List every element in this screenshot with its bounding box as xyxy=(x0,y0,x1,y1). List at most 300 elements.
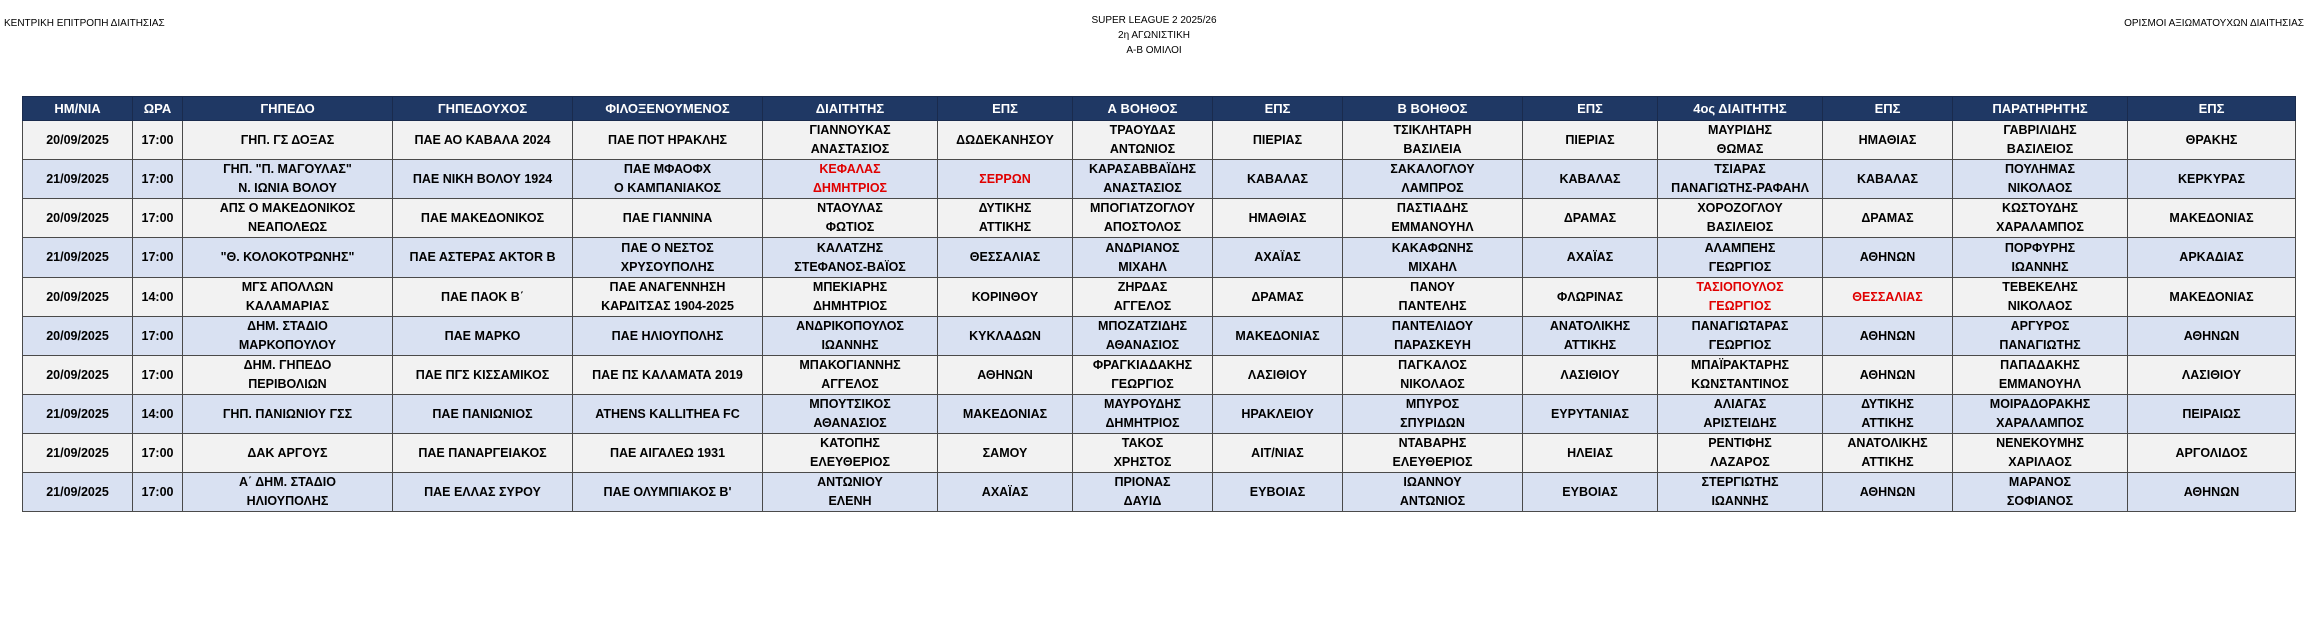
col-header-stadium: ΓΗΠΕΔΟ xyxy=(183,97,393,121)
match-date-line: 20/09/2025 xyxy=(46,289,109,304)
observer-eps-cell xyxy=(2128,434,2296,473)
referee-cell xyxy=(763,317,938,356)
observer-line: ΜΟΙΡΑΔΟΡΑΚΗΣ xyxy=(1989,397,2091,411)
assistant-b-line: ΝΤΑΒΑΡΗΣ xyxy=(1398,436,1467,450)
match-date-cell xyxy=(23,317,133,356)
home-team-line: ΠΑΕ ΠΑΟΚ Β΄ xyxy=(441,289,524,304)
fourth-official-line: ΓΕΩΡΓΙΟΣ xyxy=(1708,338,1772,352)
observer-cell xyxy=(1953,121,2128,160)
referee-eps-line: ΑΘΗΝΩΝ xyxy=(977,367,1033,382)
referee-line: ΕΛΕΝΗ xyxy=(828,494,872,508)
observer-eps-cell xyxy=(2128,160,2296,199)
table-row xyxy=(23,395,2296,434)
match-date-cell xyxy=(23,238,133,278)
assistant-a-line: ΓΕΩΡΓΙΟΣ xyxy=(1111,377,1174,391)
committee-label: ΚΕΝΤΡΙΚΗ ΕΠΙΤΡΟΠΗ ΔΙΑΙΤΗΣΙΑΣ xyxy=(4,18,165,29)
away-team-cell xyxy=(573,317,763,356)
referee-eps-cell xyxy=(938,317,1073,356)
referee-eps-line: ΑΧΑΪΑΣ xyxy=(981,484,1029,499)
match-date-line: 21/09/2025 xyxy=(46,250,109,264)
referee-eps-line: ΜΑΚΕΔΟΝΙΑΣ xyxy=(962,406,1048,421)
referee-line: ΦΩΤΙΟΣ xyxy=(825,220,875,234)
fourth-official-cell xyxy=(1658,238,1823,278)
home-team-line: ΠΑΕ ΕΛΛΑΣ ΣΥΡΟΥ xyxy=(424,484,541,499)
match-time-cell xyxy=(133,278,183,317)
col-header-assistant-b-eps: ΕΠΣ xyxy=(1523,97,1658,121)
referee-cell xyxy=(763,356,938,395)
assistant-a-eps-line: ΜΑΚΕΔΟΝΙΑΣ xyxy=(1235,328,1320,343)
home-team-line: ΠΑΕ ΜΑΚΕΔΟΝΙΚΟΣ xyxy=(420,210,545,225)
stadium-cell xyxy=(183,434,393,473)
fourth-official-line: ΣΤΕΡΓΙΩΤΗΣ xyxy=(1701,475,1779,489)
home-team-cell xyxy=(393,199,573,238)
table-row xyxy=(23,160,2296,199)
assistant-b-eps-line: ΔΡΑΜΑΣ xyxy=(1563,210,1617,225)
fourth-official-cell xyxy=(1658,356,1823,395)
assistant-b-line: ΠΑΝΤΕΛΗΣ xyxy=(1398,299,1467,313)
fourth-official-eps-line: ΑΘΗΝΩΝ xyxy=(1859,484,1916,499)
table-header-row xyxy=(23,97,2296,121)
referee-cell xyxy=(763,434,938,473)
stadium-cell xyxy=(183,278,393,317)
stadium-line: ΔΗΜ. ΓΗΠΕΔΟ xyxy=(243,358,332,372)
fourth-official-eps-cell xyxy=(1823,395,1953,434)
assistant-a-eps-cell xyxy=(1213,121,1343,160)
fourth-official-eps-line: ΑΤΤΙΚΗΣ xyxy=(1861,455,1914,469)
match-time-cell xyxy=(133,160,183,199)
observer-line: ΒΑΣΙΛΕΙΟΣ xyxy=(2006,142,2074,156)
observer-line: ΣΟΦΙΑΝΟΣ xyxy=(2006,494,2074,508)
home-team-cell xyxy=(393,317,573,356)
assistant-a-line: ΠΡΙΟΝΑΣ xyxy=(1114,475,1171,489)
assistant-b-line: ΑΝΤΩΝΙΟΣ xyxy=(1399,494,1466,508)
observer-line: ΠΟΡΦΥΡΗΣ xyxy=(2004,240,2076,255)
fourth-official-eps-cell xyxy=(1823,434,1953,473)
assistant-b-eps-line: ΑΧΑΪΑΣ xyxy=(1566,250,1614,264)
stadium-cell xyxy=(183,199,393,238)
referee-eps-cell xyxy=(938,473,1073,512)
home-team-line: ΠΑΕ ΑΟ ΚΑΒΑΛΑ 2024 xyxy=(414,132,551,147)
assistant-a-eps-cell xyxy=(1213,395,1343,434)
home-team-cell xyxy=(393,238,573,278)
assistant-a-eps-cell xyxy=(1213,238,1343,278)
assistant-b-eps-cell xyxy=(1523,434,1658,473)
fourth-official-eps-line: ΔΡΑΜΑΣ xyxy=(1861,210,1914,225)
referee-eps-cell xyxy=(938,160,1073,199)
observer-eps-line: ΛΑΣΙΘΙΟΥ xyxy=(2181,367,2242,382)
observer-eps-line: ΑΡΓΟΛΙΔΟΣ xyxy=(2175,445,2248,460)
assistant-a-cell xyxy=(1073,395,1213,434)
fourth-official-line: ΑΡΙΣΤΕΙΔΗΣ xyxy=(1703,416,1777,430)
fourth-official-eps-cell xyxy=(1823,473,1953,512)
assistant-b-eps-line: ΕΥΡΥΤΑΝΙΑΣ xyxy=(1550,406,1630,421)
assistant-b-eps-cell xyxy=(1523,160,1658,199)
match-date-line: 20/09/2025 xyxy=(46,132,109,147)
fourth-official-eps-line: ΑΘΗΝΩΝ xyxy=(1859,328,1916,343)
assistant-b-eps-line: ΗΛΕΙΑΣ xyxy=(1567,445,1613,460)
match-date-line: 21/09/2025 xyxy=(46,171,109,186)
home-team-line: ΠΑΕ ΠΑΝΙΩΝΙΟΣ xyxy=(432,406,533,421)
fourth-official-line: ΜΠΑΪΡΑΚΤΑΡΗΣ xyxy=(1690,358,1789,372)
away-team-line: ΚΑΡΔΙΤΣΑΣ 1904-2025 xyxy=(601,299,734,313)
match-time-line: 17:00 xyxy=(141,445,174,460)
referee-eps-cell xyxy=(938,121,1073,160)
fourth-official-line: ΠΑΝΑΓΙΩΤΑΡΑΣ xyxy=(1691,319,1789,333)
observer-eps-cell xyxy=(2128,199,2296,238)
observer-cell xyxy=(1953,278,2128,317)
assistant-b-line: ΜΠΥΡΟΣ xyxy=(1405,397,1460,411)
referee-eps-line: ΔΩΔΕΚΑΝΗΣΟΥ xyxy=(956,132,1054,147)
observer-line: ΠΟΥΛΗΜΑΣ xyxy=(2005,162,2075,176)
assistant-a-eps-cell xyxy=(1213,278,1343,317)
assistant-b-cell xyxy=(1343,473,1523,512)
home-team-line: ΠΑΕ ΠΑΝΑΡΓΕΙΑΚΟΣ xyxy=(418,445,547,460)
assistant-a-cell xyxy=(1073,199,1213,238)
fourth-official-eps-line: ΗΜΑΘΙΑΣ xyxy=(1858,132,1917,147)
away-team-cell xyxy=(573,160,763,199)
match-date-cell xyxy=(23,199,133,238)
table-body xyxy=(23,121,2296,512)
assistant-a-line: ΤΡΑΟΥΔΑΣ xyxy=(1109,123,1176,137)
home-team-cell xyxy=(393,473,573,512)
assistant-b-eps-line: ΚΑΒΑΛΑΣ xyxy=(1559,171,1621,186)
assistant-b-line: ΠΑΣΤΙΑΔΗΣ xyxy=(1396,201,1469,215)
match-date-cell xyxy=(23,160,133,199)
fourth-official-line: ΑΛΙΑΓΑΣ xyxy=(1713,397,1767,411)
away-team-line: ΠΑΕ ΑΙΓΑΛΕΩ 1931 xyxy=(609,445,726,460)
fourth-official-line: ΑΛΑΜΠΕΗΣ xyxy=(1704,240,1776,255)
observer-line: ΕΜΜΑΝΟΥΗΛ xyxy=(1998,377,2082,391)
fourth-official-eps-line: ΔΥΤΙΚΗΣ xyxy=(1861,397,1914,411)
away-team-cell xyxy=(573,356,763,395)
stadium-line: ΗΛΙΟΥΠΟΛΗΣ xyxy=(246,494,329,508)
home-team-cell xyxy=(393,121,573,160)
fourth-official-eps-line: ΑΘΗΝΩΝ xyxy=(1859,367,1916,382)
assistant-a-eps-line: ΛΑΣΙΘΙΟΥ xyxy=(1247,367,1308,382)
match-date-line: 21/09/2025 xyxy=(46,406,109,421)
match-time-cell xyxy=(133,121,183,160)
assistant-a-line: ΦΡΑΓΚΙΑΔΑΚΗΣ xyxy=(1092,358,1193,372)
assistant-b-line: ΝΙΚΟΛΑΟΣ xyxy=(1400,377,1465,391)
table-row xyxy=(23,356,2296,395)
assistant-a-line: ΜΠΟΖΑΤΖΙΔΗΣ xyxy=(1097,319,1188,333)
assistant-b-eps-cell xyxy=(1523,395,1658,434)
assistant-a-eps-line: ΚΑΒΑΛΑΣ xyxy=(1247,171,1308,186)
match-time-line: 17:00 xyxy=(141,367,174,382)
assistant-a-line: ΑΝΑΣΤΑΣΙΟΣ xyxy=(1103,181,1182,195)
match-date-cell xyxy=(23,121,133,160)
match-time-line: 17:00 xyxy=(141,210,174,225)
assistant-a-line: ΑΘΑΝΑΣΙΟΣ xyxy=(1105,338,1180,352)
match-time-cell xyxy=(133,238,183,278)
fourth-official-line: ΚΩΝΣΤΑΝΤΙΝΟΣ xyxy=(1691,377,1789,391)
assistant-b-line: ΠΑΓΚΑΛΟΣ xyxy=(1398,358,1467,372)
observer-cell xyxy=(1953,473,2128,512)
assistant-a-eps-cell xyxy=(1213,160,1343,199)
referee-cell xyxy=(763,238,938,278)
referee-eps-line: ΔΥΤΙΚΗΣ xyxy=(978,201,1032,215)
observer-eps-line: ΑΘΗΝΩΝ xyxy=(2183,484,2240,499)
assistant-b-cell xyxy=(1343,356,1523,395)
assistant-b-eps-line: ΠΙΕΡΙΑΣ xyxy=(1565,132,1615,147)
assistant-b-cell xyxy=(1343,278,1523,317)
observer-eps-cell xyxy=(2128,121,2296,160)
away-team-line: ΠΑΕ ΠΣ ΚΑΛΑΜΑΤΑ 2019 xyxy=(592,367,743,382)
home-team-cell xyxy=(393,434,573,473)
referee-cell xyxy=(763,199,938,238)
referee-cell xyxy=(763,121,938,160)
assistant-b-cell xyxy=(1343,199,1523,238)
league-title: SUPER LEAGUE 2 2025/26 xyxy=(1091,15,1217,26)
observer-eps-cell xyxy=(2128,473,2296,512)
match-time-cell xyxy=(133,356,183,395)
observer-line: ΧΑΡΑΛΑΜΠΟΣ xyxy=(1996,416,2084,430)
away-team-line: ΠΑΕ ΠΟΤ ΗΡΑΚΛΗΣ xyxy=(607,132,728,147)
referee-eps-line: ΚΟΡΙΝΘΟΥ xyxy=(971,289,1039,304)
stadium-line: ΓΗΠ. ΠΑΝΙΩΝΙΟΥ ΓΣΣ xyxy=(222,406,353,421)
away-team-line: ΠΑΕ ΗΛΙΟΥΠΟΛΗΣ xyxy=(611,328,724,343)
fourth-official-eps-cell xyxy=(1823,317,1953,356)
assistant-b-line: ΙΩΑΝΝΟΥ xyxy=(1403,475,1462,489)
referee-line: ΕΛΕΥΘΕΡΙΟΣ xyxy=(810,455,890,469)
assistant-a-eps-cell xyxy=(1213,434,1343,473)
away-team-line: ΠΑΕ ΜΦΑΟΦΧ xyxy=(623,162,712,176)
fourth-official-cell xyxy=(1658,473,1823,512)
away-team-cell xyxy=(573,121,763,160)
match-time-cell xyxy=(133,434,183,473)
col-header-fourth-official-eps: ΕΠΣ xyxy=(1823,97,1953,121)
referee-cell xyxy=(763,473,938,512)
away-team-line: ΠΑΕ ΑΝΑΓΕΝΝΗΣΗ xyxy=(609,280,726,294)
match-time-line: 14:00 xyxy=(141,406,174,421)
away-team-line: ΠΑΕ ΓΙΑΝΝΙΝΑ xyxy=(622,210,713,225)
match-time-line: 17:00 xyxy=(141,171,174,186)
assistant-b-eps-line: ΑΝΑΤΟΛΙΚΗΣ xyxy=(1549,319,1631,333)
referee-line: ΑΝΔΡΙΚΟΠΟΥΛΟΣ xyxy=(796,319,904,333)
col-header-observer: ΠΑΡΑΤΗΡΗΤΗΣ xyxy=(1953,97,2128,121)
stadium-line: ΜΑΡΚΟΠΟΥΛΟΥ xyxy=(238,338,337,352)
home-team-line: ΠΑΕ ΑΣΤΕΡΑΣ AKTOR B xyxy=(409,250,556,264)
referee-line: ΑΝΑΣΤΑΣΙΟΣ xyxy=(810,142,890,156)
referee-eps-line: ΚΥΚΛΑΔΩΝ xyxy=(969,328,1041,343)
observer-eps-line: ΜΑΚΕΔΟΝΙΑΣ xyxy=(2169,289,2254,304)
stadium-line: ΚΑΛΑΜΑΡΙΑΣ xyxy=(245,299,330,313)
appointments-table xyxy=(22,96,2296,512)
col-header-assistant-a: Α ΒΟΗΘΟΣ xyxy=(1073,97,1213,121)
referee-cell xyxy=(763,160,938,199)
fourth-official-line: ΛΑΖΑΡΟΣ xyxy=(1710,455,1770,469)
stadium-line: Ν. ΙΩΝΙΑ ΒΟΛΟΥ xyxy=(238,181,337,195)
fourth-official-eps-line: ΑΘΗΝΩΝ xyxy=(1859,250,1916,264)
referee-line: ΚΕΦΑΛΑΣ xyxy=(819,162,881,176)
referee-line: ΣΤΕΦΑΝΟΣ-ΒΑΪΟΣ xyxy=(794,259,906,274)
assistant-a-line: ΤΑΚΟΣ xyxy=(1121,436,1164,450)
fourth-official-eps-line: ΚΑΒΑΛΑΣ xyxy=(1857,171,1918,186)
referee-line: ΚΑΤΟΠΗΣ xyxy=(820,436,880,450)
table-row xyxy=(23,121,2296,160)
observer-line: ΠΑΠΑΔΑΚΗΣ xyxy=(2000,358,2080,372)
stadium-cell xyxy=(183,395,393,434)
referee-eps-line: ΣΕΡΡΩΝ xyxy=(979,171,1031,186)
assistant-a-line: ΑΓΓΕΛΟΣ xyxy=(1113,299,1172,313)
observer-cell xyxy=(1953,238,2128,278)
observer-eps-line: ΑΡΚΑΔΙΑΣ xyxy=(2179,250,2244,264)
match-date-cell xyxy=(23,278,133,317)
match-time-cell xyxy=(133,317,183,356)
assistant-a-eps-cell xyxy=(1213,317,1343,356)
appointments-label: ΟΡΙΣΜΟΙ ΑΞΙΩΜΑΤΟΥΧΩΝ ΔΙΑΙΤΗΣΙΑΣ xyxy=(2124,18,2304,29)
observer-line: ΧΑΡΑΛΑΜΠΟΣ xyxy=(1996,220,2084,234)
referee-line: ΓΙΑΝΝΟΥΚΑΣ xyxy=(809,123,891,137)
fourth-official-eps-cell xyxy=(1823,199,1953,238)
col-header-assistant-a-eps: ΕΠΣ xyxy=(1213,97,1343,121)
match-time-cell xyxy=(133,473,183,512)
referee-line: ΜΠΑΚΟΓΙΑΝΝΗΣ xyxy=(799,358,901,372)
stadium-line: ΝΕΑΠΟΛΕΩΣ xyxy=(247,220,327,234)
observer-line: ΚΩΣΤΟΥΔΗΣ xyxy=(2001,201,2079,215)
assistant-b-eps-cell xyxy=(1523,356,1658,395)
referee-line: ΑΝΤΩΝΙΟΥ xyxy=(817,475,883,489)
assistant-a-cell xyxy=(1073,238,1213,278)
match-date-line: 21/09/2025 xyxy=(46,484,109,499)
assistant-a-eps-line: ΠΙΕΡΙΑΣ xyxy=(1252,132,1303,147)
referee-eps-cell xyxy=(938,395,1073,434)
assistant-a-line: ΑΝΤΩΝΙΟΣ xyxy=(1109,142,1176,156)
away-team-cell xyxy=(573,238,763,278)
stadium-line: ΑΠΣ Ο ΜΑΚΕΔΟΝΙΚΟΣ xyxy=(219,201,356,215)
table-row xyxy=(23,238,2296,278)
table-row xyxy=(23,473,2296,512)
referee-eps-line: ΘΕΣΣΑΛΙΑΣ xyxy=(969,250,1041,264)
assistant-b-line: ΛΑΜΠΡΟΣ xyxy=(1401,181,1464,195)
stadium-line: ΜΓΣ ΑΠΟΛΛΩΝ xyxy=(241,280,334,294)
referee-line: ΚΑΛΑΤΖΗΣ xyxy=(816,240,884,255)
match-date-cell xyxy=(23,473,133,512)
observer-cell xyxy=(1953,160,2128,199)
col-header-referee: ΔΙΑΙΤΗΤΗΣ xyxy=(763,97,938,121)
assistant-a-line: ΚΑΡΑΣΑΒΒΑΪΔΗΣ xyxy=(1088,162,1197,176)
fourth-official-line: ΧΟΡΟΖΟΓΛΟΥ xyxy=(1697,201,1783,215)
assistant-b-eps-cell xyxy=(1523,238,1658,278)
fourth-official-line: ΓΕΩΡΓΙΟΣ xyxy=(1708,259,1772,274)
assistant-b-cell xyxy=(1343,160,1523,199)
referee-line: ΑΓΓΕΛΟΣ xyxy=(821,377,879,391)
assistant-a-line: ΜΙΧΑΗΛ xyxy=(1118,259,1167,274)
observer-eps-cell xyxy=(2128,356,2296,395)
match-date-line: 20/09/2025 xyxy=(46,328,109,343)
table-row xyxy=(23,317,2296,356)
referee-eps-cell xyxy=(938,199,1073,238)
observer-cell xyxy=(1953,395,2128,434)
assistant-a-cell xyxy=(1073,317,1213,356)
referee-line: ΙΩΑΝΝΗΣ xyxy=(821,338,879,352)
fourth-official-cell xyxy=(1658,395,1823,434)
referee-eps-line: ΑΤΤΙΚΗΣ xyxy=(978,220,1032,234)
referee-cell xyxy=(763,395,938,434)
assistant-a-line: ΜΠΟΓΙΑΤΖΟΓΛΟΥ xyxy=(1090,201,1195,215)
fourth-official-cell xyxy=(1658,434,1823,473)
assistant-b-cell xyxy=(1343,317,1523,356)
assistant-a-line: ΧΡΗΣΤΟΣ xyxy=(1113,455,1172,469)
assistant-a-line: ΑΠΟΣΤΟΛΟΣ xyxy=(1103,220,1182,234)
match-date-line: 20/09/2025 xyxy=(46,367,109,382)
assistant-b-eps-cell xyxy=(1523,121,1658,160)
match-time-line: 17:00 xyxy=(141,328,174,343)
col-header-assistant-b: Β ΒΟΗΘΟΣ xyxy=(1343,97,1523,121)
fourth-official-eps-line: ΘΕΣΣΑΛΙΑΣ xyxy=(1852,289,1923,304)
assistant-b-line: ΠΑΝΤΕΛΙΔΟΥ xyxy=(1391,319,1474,333)
referee-line: ΔΗΜΗΤΡΙΟΣ xyxy=(812,299,888,313)
stadium-line: Α΄ ΔΗΜ. ΣΤΑΔΙΟ xyxy=(239,475,336,489)
assistant-b-line: ΠΑΡΑΣΚΕΥΗ xyxy=(1394,338,1471,352)
table-row xyxy=(23,199,2296,238)
assistant-a-eps-cell xyxy=(1213,356,1343,395)
assistant-a-line: ΜΑΥΡΟΥΔΗΣ xyxy=(1103,397,1182,411)
assistant-b-line: ΣΑΚΑΛΟΓΛΟΥ xyxy=(1390,162,1475,176)
assistant-a-eps-line: ΑΧΑΪΑΣ xyxy=(1254,250,1301,264)
home-team-line: ΠΑΕ ΜΑΡΚΟ xyxy=(444,328,521,343)
observer-line: ΙΩΑΝΝΗΣ xyxy=(2011,259,2069,274)
observer-eps-cell xyxy=(2128,278,2296,317)
away-team-line: ΠΑΕ ΟΛΥΜΠΙΑΚΟΣ Β' xyxy=(603,484,732,499)
away-team-line: ΠΑΕ Ο ΝΕΣΤΟΣ xyxy=(621,240,714,255)
observer-line: ΠΑΝΑΓΙΩΤΗΣ xyxy=(1999,338,2081,352)
match-date-cell xyxy=(23,395,133,434)
observer-line: ΝΕΝΕΚΟΥΜΗΣ xyxy=(1996,436,2084,450)
assistant-a-eps-line: ΗΡΑΚΛΕΙΟΥ xyxy=(1241,406,1314,421)
match-date-line: 21/09/2025 xyxy=(46,445,109,460)
match-time-cell xyxy=(133,395,183,434)
fourth-official-cell xyxy=(1658,317,1823,356)
matchday-title: 2η ΑΓΩΝΙΣΤΙΚΗ xyxy=(1118,30,1190,41)
observer-eps-cell xyxy=(2128,317,2296,356)
assistant-a-eps-cell xyxy=(1213,473,1343,512)
fourth-official-cell xyxy=(1658,121,1823,160)
away-team-cell xyxy=(573,199,763,238)
table-row xyxy=(23,434,2296,473)
assistant-b-eps-cell xyxy=(1523,317,1658,356)
observer-cell xyxy=(1953,356,2128,395)
assistant-b-eps-cell xyxy=(1523,473,1658,512)
assistant-a-eps-line: ΗΜΑΘΙΑΣ xyxy=(1248,210,1307,225)
match-date-line: 20/09/2025 xyxy=(46,210,109,225)
assistant-a-eps-line: ΔΡΑΜΑΣ xyxy=(1251,289,1304,304)
assistant-b-line: ΣΠΥΡΙΔΩΝ xyxy=(1400,416,1465,430)
away-team-line: Ο ΚΑΜΠΑΝΙΑΚΟΣ xyxy=(614,181,721,195)
referee-line: ΜΠΕΚΙΑΡΗΣ xyxy=(812,280,888,294)
home-team-line: ΠΑΕ ΝΙΚΗ ΒΟΛΟΥ 1924 xyxy=(412,171,553,186)
observer-line: ΝΙΚΟΛΑΟΣ xyxy=(2007,181,2073,195)
match-time-line: 17:00 xyxy=(141,250,174,264)
document-title xyxy=(0,13,2308,58)
assistant-b-cell xyxy=(1343,395,1523,434)
observer-cell xyxy=(1953,434,2128,473)
assistant-b-cell xyxy=(1343,238,1523,278)
observer-eps-line: ΑΘΗΝΩΝ xyxy=(2183,328,2240,343)
observer-cell xyxy=(1953,199,2128,238)
col-header-referee-eps: ΕΠΣ xyxy=(938,97,1073,121)
stadium-line: ΓΗΠ. ΓΣ ΔΟΞΑΣ xyxy=(240,132,335,147)
fourth-official-line: ΓΕΩΡΓΙΟΣ xyxy=(1708,299,1772,313)
fourth-official-eps-line: ΑΝΑΤΟΛΙΚΗΣ xyxy=(1847,436,1928,450)
assistant-b-eps-line: ΕΥΒΟΙΑΣ xyxy=(1562,484,1618,499)
assistant-a-eps-line: ΕΥΒΟΙΑΣ xyxy=(1249,484,1306,499)
assistant-a-line: ΖΗΡΔΑΣ xyxy=(1117,280,1168,294)
fourth-official-line: ΙΩΑΝΝΗΣ xyxy=(1711,494,1769,508)
stadium-cell xyxy=(183,473,393,512)
assistant-b-eps-line: ΦΛΩΡΙΝΑΣ xyxy=(1557,289,1623,304)
assistant-b-eps-line: ΛΑΣΙΘΙΟΥ xyxy=(1560,367,1620,382)
